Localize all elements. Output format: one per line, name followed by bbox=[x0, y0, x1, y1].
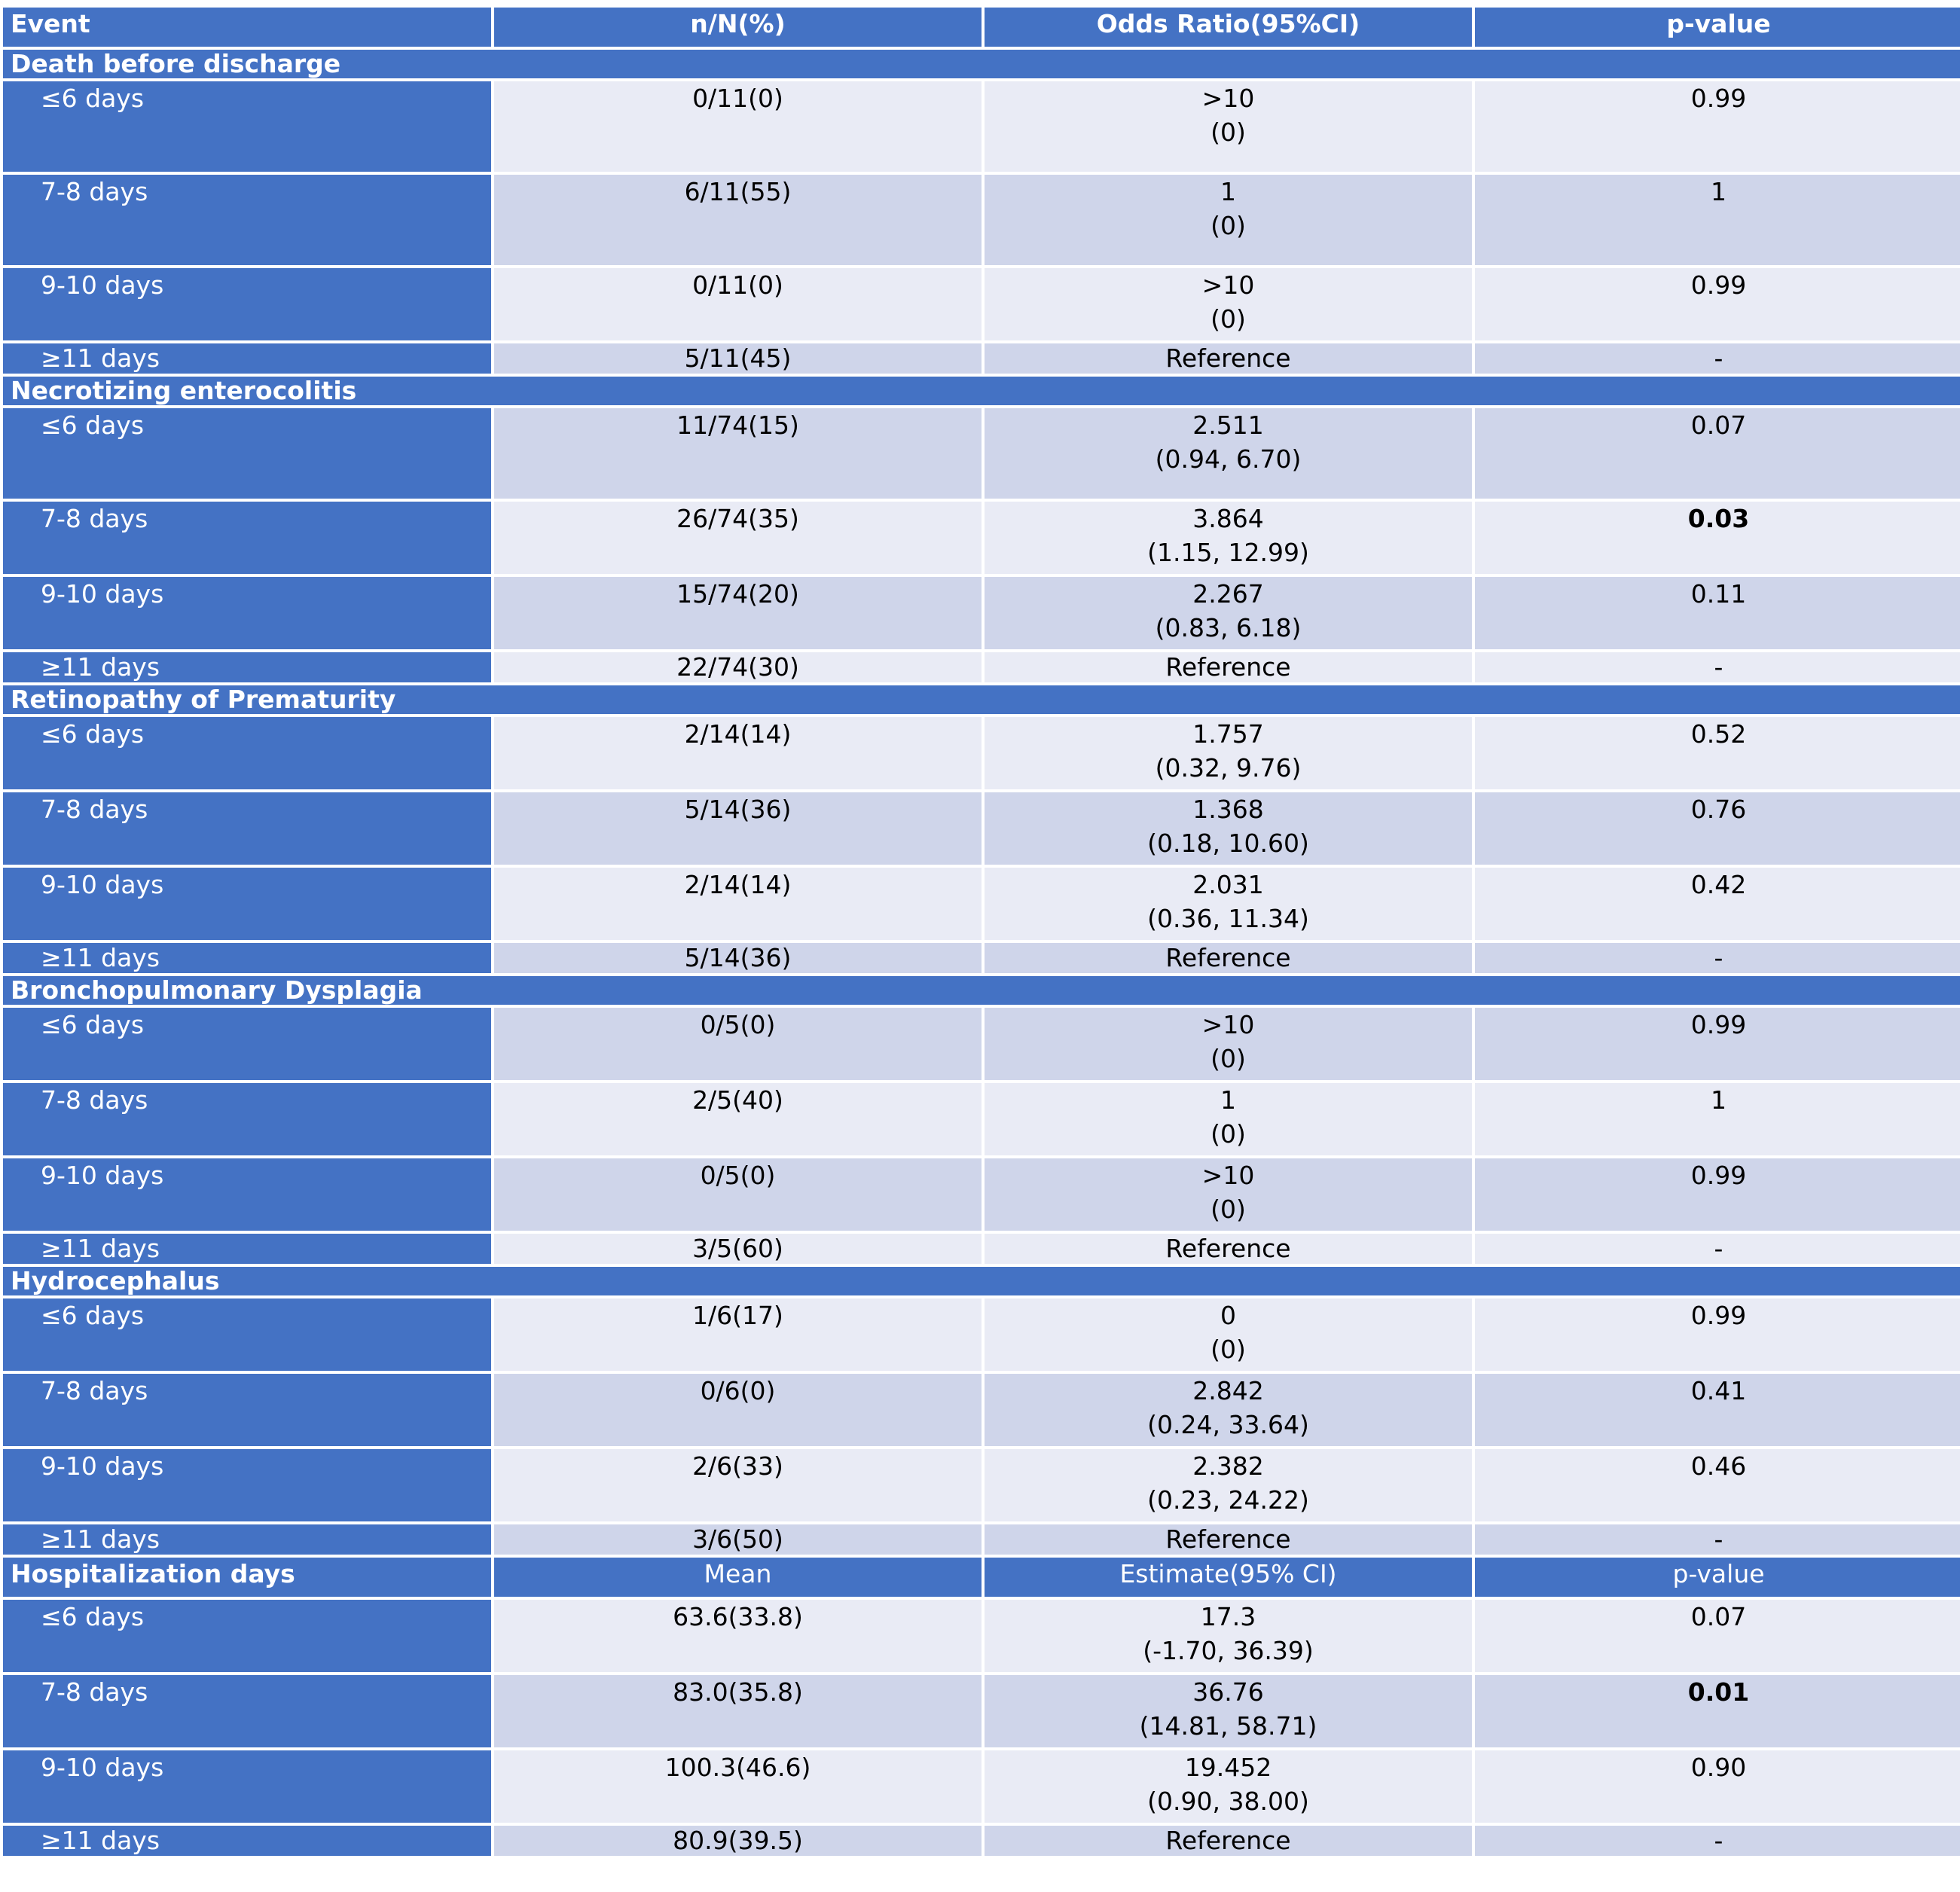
odds-ratio-value: 36.76 bbox=[1192, 1677, 1264, 1707]
row-p-value: 0.99 bbox=[1475, 1298, 1960, 1371]
confidence-interval: (0.83, 6.18) bbox=[1155, 613, 1302, 642]
row-n-value: 2/14(14) bbox=[494, 717, 982, 789]
row-p-value: - bbox=[1475, 1524, 1960, 1555]
row-odds-ratio bbox=[985, 868, 1472, 940]
row-odds-ratio bbox=[985, 1234, 1472, 1264]
row-odds-ratio bbox=[985, 652, 1472, 682]
odds-ratio-value: 1.757 bbox=[1192, 719, 1264, 749]
table-body bbox=[3, 8, 1960, 1856]
header-odds-ratio: Odds Ratio(95%CI) bbox=[985, 8, 1472, 47]
table-row bbox=[3, 577, 1960, 649]
confidence-interval: (14.81, 58.71) bbox=[1139, 1711, 1317, 1741]
section-title: Retinopathy of Prematurity bbox=[3, 685, 1960, 714]
row-odds-ratio bbox=[985, 81, 1472, 172]
row-p-value: 0.52 bbox=[1475, 717, 1960, 789]
odds-ratio-value: Reference bbox=[1165, 343, 1291, 373]
row-p-value: 0.46 bbox=[1475, 1449, 1960, 1521]
row-odds-ratio bbox=[985, 1750, 1472, 1823]
table-row bbox=[3, 652, 1960, 682]
table-row bbox=[3, 1600, 1960, 1672]
row-label: ≤6 days bbox=[3, 408, 491, 499]
row-odds-ratio bbox=[985, 1675, 1472, 1747]
confidence-interval: (0.18, 10.60) bbox=[1147, 829, 1309, 858]
section-header-row bbox=[3, 976, 1960, 1005]
row-n-value: 100.3(46.6) bbox=[494, 1750, 982, 1823]
table-row bbox=[3, 868, 1960, 940]
row-n-value: 2/5(40) bbox=[494, 1083, 982, 1155]
table-row bbox=[3, 1750, 1960, 1823]
table-row bbox=[3, 1083, 1960, 1155]
odds-ratio-value: 17.3 bbox=[1200, 1602, 1256, 1631]
row-label: 9-10 days bbox=[3, 1158, 491, 1231]
row-n-value: 2/14(14) bbox=[494, 868, 982, 940]
table-row bbox=[3, 1675, 1960, 1747]
table-row bbox=[3, 717, 1960, 789]
row-label: 7-8 days bbox=[3, 175, 491, 265]
odds-ratio-value: Reference bbox=[1165, 1524, 1291, 1554]
row-label: ≤6 days bbox=[3, 81, 491, 172]
row-n-value: 26/74(35) bbox=[494, 502, 982, 574]
table-row bbox=[3, 408, 1960, 499]
header-p-value: p-value bbox=[1475, 8, 1960, 47]
odds-ratio-value: >10 bbox=[1201, 84, 1255, 113]
table-row bbox=[3, 1374, 1960, 1446]
row-label: 9-10 days bbox=[3, 268, 491, 340]
confidence-interval: (0) bbox=[1210, 211, 1246, 240]
row-odds-ratio bbox=[985, 1158, 1472, 1231]
section-header-row bbox=[3, 685, 1960, 714]
confidence-interval: (0) bbox=[1210, 1119, 1246, 1149]
row-label: 9-10 days bbox=[3, 1449, 491, 1521]
section-header-row bbox=[3, 377, 1960, 405]
confidence-interval: (0.94, 6.70) bbox=[1155, 444, 1302, 474]
row-n-value: 5/14(36) bbox=[494, 943, 982, 973]
odds-ratio-value: 3.864 bbox=[1192, 504, 1264, 533]
row-n-value: 5/14(36) bbox=[494, 792, 982, 865]
odds-ratio-value: 2.267 bbox=[1192, 579, 1264, 609]
row-label: ≥11 days bbox=[3, 343, 491, 374]
row-odds-ratio bbox=[985, 1083, 1472, 1155]
row-n-value: 3/5(60) bbox=[494, 1234, 982, 1264]
row-p-value: 0.01 bbox=[1475, 1675, 1960, 1747]
row-odds-ratio bbox=[985, 792, 1472, 865]
row-n-value: 0/11(0) bbox=[494, 81, 982, 172]
row-p-value: 0.07 bbox=[1475, 408, 1960, 499]
row-odds-ratio bbox=[985, 343, 1472, 374]
confidence-interval: (0.23, 24.22) bbox=[1147, 1485, 1309, 1515]
table-row bbox=[3, 1234, 1960, 1264]
row-p-value: 1 bbox=[1475, 1083, 1960, 1155]
odds-ratio-value: 2.031 bbox=[1192, 870, 1264, 899]
table-row bbox=[3, 343, 1960, 374]
section-header-row bbox=[3, 50, 1960, 78]
row-n-value: 2/6(33) bbox=[494, 1449, 982, 1521]
header-n: n/N(%) bbox=[494, 8, 982, 47]
row-n-value: 6/11(55) bbox=[494, 175, 982, 265]
row-p-value: 1 bbox=[1475, 175, 1960, 265]
row-n-value: 3/6(50) bbox=[494, 1524, 982, 1555]
table-row bbox=[3, 268, 1960, 340]
row-odds-ratio bbox=[985, 1826, 1472, 1856]
confidence-interval: (-1.70, 36.39) bbox=[1143, 1636, 1314, 1665]
row-label: ≤6 days bbox=[3, 1600, 491, 1672]
table-row bbox=[3, 1524, 1960, 1555]
row-p-value: 0.99 bbox=[1475, 81, 1960, 172]
odds-ratio-value: 1 bbox=[1220, 177, 1236, 206]
odds-ratio-value: Reference bbox=[1165, 1826, 1291, 1855]
row-odds-ratio bbox=[985, 943, 1472, 973]
row-p-value: - bbox=[1475, 1234, 1960, 1264]
row-odds-ratio bbox=[985, 1449, 1472, 1521]
section-title: Necrotizing enterocolitis bbox=[3, 377, 1960, 405]
row-p-value: - bbox=[1475, 1826, 1960, 1856]
row-label: 9-10 days bbox=[3, 868, 491, 940]
row-n-value: 1/6(17) bbox=[494, 1298, 982, 1371]
row-n-value: 0/6(0) bbox=[494, 1374, 982, 1446]
confidence-interval: (0.24, 33.64) bbox=[1147, 1410, 1309, 1439]
row-label: 7-8 days bbox=[3, 502, 491, 574]
confidence-interval: (1.15, 12.99) bbox=[1147, 538, 1309, 567]
table-row bbox=[3, 502, 1960, 574]
confidence-interval: (0) bbox=[1210, 1335, 1246, 1364]
header-row bbox=[3, 8, 1960, 47]
header-mean: Mean bbox=[494, 1558, 982, 1597]
row-n-value: 15/74(20) bbox=[494, 577, 982, 649]
row-odds-ratio bbox=[985, 268, 1472, 340]
row-odds-ratio bbox=[985, 408, 1472, 499]
row-label: ≥11 days bbox=[3, 652, 491, 682]
table-row bbox=[3, 943, 1960, 973]
row-odds-ratio bbox=[985, 1008, 1472, 1080]
odds-ratio-value: 1.368 bbox=[1192, 795, 1264, 824]
row-label: ≤6 days bbox=[3, 717, 491, 789]
row-label: 7-8 days bbox=[3, 1675, 491, 1747]
row-p-value: 0.99 bbox=[1475, 1158, 1960, 1231]
results-table bbox=[0, 5, 1960, 1859]
odds-ratio-value: 2.511 bbox=[1192, 410, 1264, 440]
row-odds-ratio bbox=[985, 577, 1472, 649]
table-row bbox=[3, 81, 1960, 172]
hospitalization-title: Hospitalization days bbox=[3, 1558, 491, 1597]
table-row bbox=[3, 1826, 1960, 1856]
row-p-value: - bbox=[1475, 343, 1960, 374]
row-n-value: 80.9(39.5) bbox=[494, 1826, 982, 1856]
odds-ratio-value: 2.382 bbox=[1192, 1451, 1264, 1481]
row-label: 9-10 days bbox=[3, 1750, 491, 1823]
row-label: 7-8 days bbox=[3, 1374, 491, 1446]
row-p-value: 0.03 bbox=[1475, 502, 1960, 574]
row-p-value: 0.90 bbox=[1475, 1750, 1960, 1823]
odds-ratio-value: 0 bbox=[1220, 1301, 1236, 1330]
row-p-value: 0.42 bbox=[1475, 868, 1960, 940]
table-row bbox=[3, 175, 1960, 265]
row-odds-ratio bbox=[985, 1374, 1472, 1446]
row-odds-ratio bbox=[985, 1524, 1472, 1555]
row-label: 9-10 days bbox=[3, 577, 491, 649]
table-row bbox=[3, 1158, 1960, 1231]
confidence-interval: (0.36, 11.34) bbox=[1147, 904, 1309, 933]
row-label: ≥11 days bbox=[3, 943, 491, 973]
odds-ratio-value: 19.452 bbox=[1184, 1753, 1272, 1782]
table-row bbox=[3, 1298, 1960, 1371]
section-title: Hydrocephalus bbox=[3, 1267, 1960, 1295]
odds-ratio-value: >10 bbox=[1201, 1161, 1255, 1190]
row-p-value: - bbox=[1475, 652, 1960, 682]
row-n-value: 0/5(0) bbox=[494, 1008, 982, 1080]
row-odds-ratio bbox=[985, 1600, 1472, 1672]
row-n-value: 83.0(35.8) bbox=[494, 1675, 982, 1747]
confidence-interval: (0) bbox=[1210, 1044, 1246, 1073]
row-label: ≥11 days bbox=[3, 1826, 491, 1856]
row-n-value: 0/11(0) bbox=[494, 268, 982, 340]
odds-ratio-value: 2.842 bbox=[1192, 1376, 1264, 1405]
row-label: ≤6 days bbox=[3, 1008, 491, 1080]
section-title: Bronchopulmonary Dysplagia bbox=[3, 976, 1960, 1005]
row-n-value: 22/74(30) bbox=[494, 652, 982, 682]
row-odds-ratio bbox=[985, 502, 1472, 574]
row-p-value: 0.11 bbox=[1475, 577, 1960, 649]
row-p-value: - bbox=[1475, 943, 1960, 973]
row-odds-ratio bbox=[985, 175, 1472, 265]
odds-ratio-value: 1 bbox=[1220, 1085, 1236, 1115]
row-n-value: 5/11(45) bbox=[494, 343, 982, 374]
confidence-interval: (0) bbox=[1210, 304, 1246, 334]
odds-ratio-value: Reference bbox=[1165, 1234, 1291, 1263]
confidence-interval: (0.90, 38.00) bbox=[1147, 1787, 1309, 1816]
row-label: ≥11 days bbox=[3, 1524, 491, 1555]
header-event: Event bbox=[3, 8, 491, 47]
confidence-interval: (0) bbox=[1210, 1195, 1246, 1224]
row-odds-ratio bbox=[985, 717, 1472, 789]
confidence-interval: (0) bbox=[1210, 117, 1246, 147]
row-p-value: 0.99 bbox=[1475, 1008, 1960, 1080]
row-label: ≥11 days bbox=[3, 1234, 491, 1264]
row-p-value: 0.41 bbox=[1475, 1374, 1960, 1446]
row-label: 7-8 days bbox=[3, 1083, 491, 1155]
section-header-row bbox=[3, 1267, 1960, 1295]
confidence-interval: (0.32, 9.76) bbox=[1155, 753, 1302, 783]
table-row bbox=[3, 1008, 1960, 1080]
odds-ratio-value: >10 bbox=[1201, 270, 1255, 300]
odds-ratio-value: Reference bbox=[1165, 943, 1291, 972]
table-row bbox=[3, 792, 1960, 865]
row-label: ≤6 days bbox=[3, 1298, 491, 1371]
row-p-value: 0.07 bbox=[1475, 1600, 1960, 1672]
hospitalization-header-row bbox=[3, 1558, 1960, 1597]
odds-ratio-value: Reference bbox=[1165, 652, 1291, 682]
header-estimate: Estimate(95% CI) bbox=[985, 1558, 1472, 1597]
row-p-value: 0.76 bbox=[1475, 792, 1960, 865]
header-p-value-2: p-value bbox=[1475, 1558, 1960, 1597]
row-n-value: 0/5(0) bbox=[494, 1158, 982, 1231]
row-n-value: 63.6(33.8) bbox=[494, 1600, 982, 1672]
table-row bbox=[3, 1449, 1960, 1521]
section-title: Death before discharge bbox=[3, 50, 1960, 78]
row-n-value: 11/74(15) bbox=[494, 408, 982, 499]
row-p-value: 0.99 bbox=[1475, 268, 1960, 340]
odds-ratio-value: >10 bbox=[1201, 1010, 1255, 1039]
row-odds-ratio bbox=[985, 1298, 1472, 1371]
row-label: 7-8 days bbox=[3, 792, 491, 865]
